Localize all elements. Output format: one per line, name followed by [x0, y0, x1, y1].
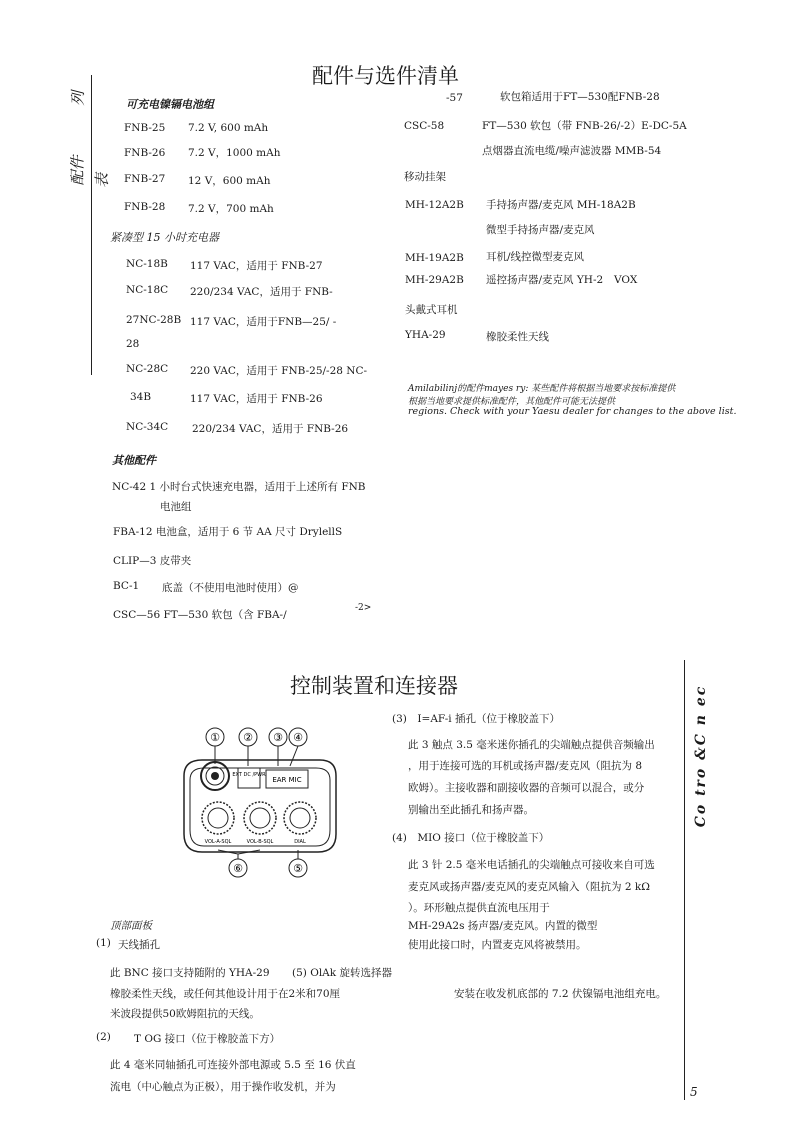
charger-model: NC-18B: [126, 258, 168, 270]
callout-6: ⑥: [233, 862, 243, 875]
item1-text2: 橡胶柔性天线，或任何其他设计用于在2米和70厘: [110, 988, 341, 1000]
item4-line: 此 3 针 2.5 毫米电话插孔的尖端触点可接收来自可选: [408, 859, 655, 871]
clip3-line: CLIP—3 皮带夹: [113, 555, 192, 567]
item2-title: T OG 接口（位于橡胶盖下方）: [134, 1033, 281, 1045]
knob-label-dial: DIAL: [294, 839, 306, 845]
mh19-desc: 耳机/线控微型麦克风: [486, 251, 585, 263]
charger-model: NC-28C: [126, 363, 169, 375]
battery-model: FNB-27: [124, 173, 166, 185]
mh19-model: MH-19A2B: [405, 252, 464, 264]
knob-vol-b: [244, 802, 276, 834]
side-label-biao: 表: [93, 172, 112, 189]
callout-3: ③: [273, 731, 283, 744]
mark-2: -2>: [355, 603, 372, 613]
other-accessories-heading: 其他配件: [112, 454, 156, 467]
item2-text1: 此 4 毫米同轴插孔可连接外部电源或 5.5 至 16 伏直: [110, 1059, 356, 1071]
item3-line: 此 3 触点 3.5 毫米迷你插孔的尖端触点提供音频输出: [408, 739, 655, 751]
mini-mic-desc: 微型手持扬声器/麦克风: [486, 224, 595, 236]
vox-label: VOX: [614, 274, 638, 286]
item1-title: 天线插孔: [118, 939, 160, 951]
charger-model: 27NC-28B: [126, 314, 182, 326]
charger-model: NC-34C: [126, 421, 169, 433]
battery-model: FNB-25: [124, 122, 166, 134]
item1-text3: 米波段提供50欧姆阻抗的天线。: [110, 1008, 260, 1020]
knob-dial: [284, 802, 316, 834]
charger-spec: 117 VAC，适用于 FNB-27: [190, 260, 323, 272]
csc58-model: CSC-58: [404, 120, 445, 132]
yha-desc: 橡胶柔性天线: [486, 331, 549, 343]
battery-model: FNB-28: [124, 201, 166, 213]
yha-model: YHA-29: [405, 329, 446, 341]
charger-model: 34B: [130, 391, 152, 403]
availability-note-3: regions. Check with your Yaesu dealer for changes to the above list.: [408, 406, 737, 417]
callout-markers-bottom: [218, 850, 307, 877]
ear-mic-label: EAR MIC: [272, 776, 302, 784]
nc42-line2: 电池组: [160, 501, 192, 513]
knob-vol-a: [202, 802, 234, 834]
side-label-lie: 列: [69, 90, 88, 107]
mh29-desc: 遥控扬声器/麦克风 YH-2: [486, 274, 604, 286]
bc1-desc: 底盖（不使用电池时使用）@: [162, 582, 299, 594]
knob-label-vol-a: VOL-A-SQL: [204, 839, 232, 845]
availability-note-1: Amilabilinj的配件mayes ry: 某些配件将根据当地要求按标准提供: [408, 384, 676, 394]
item4-line: 麦克风或扬声器/麦克风的麦克风输入（阻抗为 2 kΩ: [408, 881, 650, 893]
item2-text-continued: 安装在收发机底部的 7.2 伏镍镉电池组充电。: [454, 988, 667, 1000]
callout-5: ⑤: [293, 862, 303, 875]
item2-number: (2): [96, 1031, 111, 1043]
item2-text2: 流电（中心触点为正极），用于操作收发机，并为: [110, 1081, 336, 1093]
radio-top-panel-diagram: [170, 724, 350, 880]
item4-line: 使用此接口时，内置麦克风将被禁用。: [408, 939, 587, 951]
side-label-peijian: 配件: [68, 155, 87, 186]
item4-title: (4) MIO 接口（位于橡胶盖下）: [392, 832, 550, 844]
callout-4: ④: [293, 731, 303, 744]
battery-spec: 12 V，600 mAh: [188, 175, 271, 187]
battery-spec: 7.2 V, 600 mAh: [188, 122, 269, 134]
item1-number: (1): [96, 937, 111, 949]
knob-label-vol-b: VOL-B-SQL: [246, 839, 274, 845]
rechargeable-heading: 可充电镍镉电池组: [126, 98, 214, 111]
page-number: 5: [690, 1085, 698, 1099]
page-ref-57: -57: [446, 92, 463, 104]
side-label-controls: Co tro &C n ec: [693, 684, 709, 828]
item3-line: 欧姆）。主接收器和副接收器的音频可以混合，或分: [408, 782, 645, 794]
item4-line: MH-29A2s 扬声器/麦克风。内置的微型: [408, 920, 598, 932]
charger-spec: 117 VAC，适用于FNB—25/ -: [190, 316, 337, 328]
charger-spec: 220 VAC，适用于 FNB-25/-28 NC-: [190, 365, 368, 377]
figure-caption: 顶部面板: [110, 920, 152, 932]
battery-spec: 7.2 V，1000 mAh: [188, 147, 281, 159]
charger-heading: 紧凑型 15 小时充电器: [110, 231, 219, 244]
ext-dc-jack-label: EXT DC /PWR: [232, 772, 266, 778]
headset-heading: 头戴式耳机: [405, 304, 458, 316]
mh12-model: MH-12A2B: [405, 199, 464, 211]
charger-model: 28: [126, 338, 140, 350]
callout-2: ②: [243, 731, 253, 744]
mobile-bracket-heading: 移动挂架: [404, 171, 446, 183]
csc58-desc: FT—530 软包（带 FNB-26/-2）E-DC-5A: [482, 120, 687, 132]
radio-body: [184, 760, 336, 852]
bottom-page-title: 控制装置和连接器: [290, 674, 458, 698]
item5-title: (5) OlAk 旋转选择器: [292, 967, 392, 979]
csc56-line: CSC—56 FT—530 软包（含 FBA-/: [113, 609, 287, 621]
charger-spec: 220/234 VAC，适用于 FNB-: [190, 286, 333, 298]
item3-title: (3) I=AF-i 插孔（位于橡胶盖下）: [392, 713, 560, 725]
nc42-line1: NC-42 1 小时台式快速充电器，适用于上述所有 FNB: [112, 481, 366, 493]
bc1-model: BC-1: [113, 580, 140, 592]
charger-model: NC-18C: [126, 284, 169, 296]
top-left-rule: [91, 75, 92, 375]
item1-text1: 此 BNC 接口支持随附的 YHA-29: [110, 967, 270, 979]
callout-1: ①: [210, 731, 220, 744]
fba12-line: FBA-12 电池盒，适用于 6 节 AA 尺寸 DrylellS: [113, 526, 343, 538]
item4-line: ）。环形触点提供直流电压用于: [408, 902, 550, 914]
top-page-title: 配件与选件清单: [312, 64, 459, 88]
mh12-desc: 手持扬声器/麦克风 MH-18A2B: [486, 199, 636, 211]
item3-line: 别输出至此插孔和扬声器。: [408, 804, 534, 816]
availability-note-2: 根据当地要求提供标准配件，其他配件可能无法提供: [408, 397, 616, 407]
mh29-model: MH-29A2B: [405, 274, 464, 286]
item3-line: ，用于连接可选的耳机或扬声器/麦克风（阻抗为 8: [408, 760, 643, 772]
charger-spec: 220/234 VAC，适用于 FNB-26: [192, 423, 349, 435]
battery-spec: 7.2 V，700 mAh: [188, 203, 274, 215]
charger-spec: 117 VAC，适用于 FNB-26: [190, 393, 323, 405]
soft-case-desc: 软包箱适用于FT—530配FNB-28: [500, 91, 660, 103]
battery-model: FNB-26: [124, 147, 166, 159]
cable-desc: 点烟器直流电缆/噪声滤波器 MMB-54: [482, 145, 662, 157]
bottom-right-rule: [684, 660, 685, 1100]
